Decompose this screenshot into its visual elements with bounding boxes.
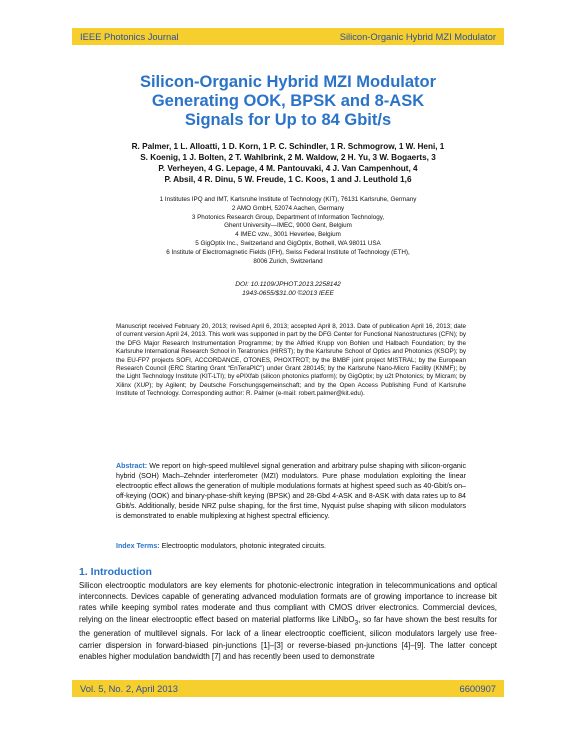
author-line-1: R. Palmer, 1 L. Alloatti, 1 D. Korn, 1 P. C. Schindler, 1 R. Schmogrow, 1 W. Heni, 1 xyxy=(131,142,445,151)
volume-info: Vol. 5, No. 2, April 2013 xyxy=(80,683,178,694)
paper-title xyxy=(72,73,504,130)
index-terms xyxy=(116,541,466,551)
running-title: Silicon-Organic Hybrid MZI Modulator xyxy=(339,31,496,42)
article-number: 6600907 xyxy=(459,683,496,694)
abstract xyxy=(116,461,466,521)
doi-line: DOI: 10.1109/JPHOT.2013.2258142 xyxy=(235,281,341,288)
affiliation-3: 3 Photonics Research Group, Department of Information Technology, xyxy=(191,213,385,221)
affiliation-3-cont: Ghent University—IMEC, 9000 Gent, Belgium xyxy=(224,222,352,230)
author-list xyxy=(100,141,476,185)
title-line-2: Generating OOK, BPSK and 8-ASK xyxy=(151,92,425,110)
intro-subscript: 3 xyxy=(354,619,359,627)
intro-text-1: Silicon electrooptic modulators are key elements for photonic-electronic integration in telecommunications and optical interconnects. Devices capable of generating advanced modulation formats are of growing importance to increase bit rates while keeping symbol rates moderate and thus compliant with CMOS driver electronics. Commercial devices, relying on the linear electrooptic effect based on material platforms like LiNbO xyxy=(79,581,497,624)
copyright-line: 1943-0655/$31.00 ©2013 IEEE xyxy=(242,290,334,297)
running-footer xyxy=(72,680,504,697)
doi-block xyxy=(100,280,476,298)
index-terms-text: Electrooptic modulators, photonic integrated circuits. xyxy=(159,542,327,550)
author-line-2: S. Koenig, 1 J. Bolten, 2 T. Wahlbrink, 2 M. Waldow, 2 H. Yu, 3 W. Bogaerts, 3 xyxy=(140,153,436,162)
affiliation-6-cont: 8006 Zurich, Switzerland xyxy=(253,257,323,265)
running-header xyxy=(72,28,504,45)
author-line-4: P. Absil, 4 R. Dinu, 5 W. Freude, 1 C. Koos, 1 and J. Leuthold 1,6 xyxy=(164,175,412,184)
journal-name: IEEE Photonics Journal xyxy=(80,31,179,42)
affiliation-2: 2 AMO GmbH, 52074 Aachen, Germany xyxy=(231,204,345,212)
section-heading: 1. Introduction xyxy=(79,566,152,578)
intro-text-2: , so far have shown the best results for the generation of multilevel signals. For lack of a linear electrooptic coefficient, silicon modulators largely use free-carrier dispersion in forward-biased pin-junctions [1]–[3] or reverse-biased pn-junctions [4]–[9]. The latter concept enables higher modulation bandwidth [7] and has recently been used to demonstrate xyxy=(79,614,498,661)
title-line-1: Silicon-Organic Hybrid MZI Modulator xyxy=(139,73,437,91)
affiliation-list xyxy=(100,196,476,266)
abstract-text: We report on high-speed multilevel signal generation and arbitrary pulse shaping with silicon-organic hybrid (SOH) Mach–Zehnder interferometer (MZI) modulators. Pure phase modulation exploiting the linear electrooptic effect allows the generation of multiple modulations formats at highest speed such as 40-Gbit/s on–off-keying (OOK) and binary-phase-shift keying (BPSK) and 28-Gbd 4-ASK and 8-ASK with data rates up to 84 Gbit/s. Additionally, beside NRZ pulse shaping, for the first time, Nyquist pulse shaping with silicon modulators is demonstrated to enable multiplexing at highest spectral efficiency. xyxy=(116,462,466,520)
affiliation-6: 6 Institute of Electromagnetic Fields (IFH), Swiss Federal Institute of Technology (ETH), xyxy=(166,248,410,256)
author-line-3: P. Verheyen, 4 G. Lepage, 4 M. Pantouvaki, 4 J. Van Campenhout, 4 xyxy=(158,164,418,173)
title-line-3: Signals for Up to 84 Gbit/s xyxy=(184,111,392,129)
affiliation-4: 4 IMEC vzw., 3001 Heverlee, Belgium xyxy=(235,231,341,239)
abstract-label: Abstract: xyxy=(116,462,148,470)
index-terms-label: Index Terms: xyxy=(116,542,160,550)
introduction-paragraph xyxy=(79,580,497,662)
manuscript-note: Manuscript received February 20, 2013; revised April 6, 2013; accepted April 8, 2013. Date of publication April 16, 2013; date of current version April 24, 2013. This work was supported in part by the DFG Center for Functional Nanostructures (CFN); by the DFG Major Research Instrumentation Programme; by the Alfried Krupp von Bohlen und Halbach Foundation; by the Karlsruhe International Research School in Teratronics (HIRST); by the Karlsruhe School of Optics and Photonics (KSOP); by the EU-FP7 projects SOFI, ACCORDANCE, OTONES, PHOXTROT; by the BMBF joint project MISTRAL; by the European Research Council (ERC Starting Grant “EnTeraPIC”) under Grant 280145; by the Karlsruhe Nano-Micro Facility (KNMF); by the Light Technology Institute (KIT-LTI); by ePIXfab (silicon photonics platform); by GigOptix; by u2t Photonics; by Micram; by Xilinx (XUP); by Agilent; by Deutsche Forschungsgemeinschaft; and by the Open Access Publishing Fund of Karlsruhe Institute of Technology. Corresponding author: R. Palmer (e-mail: robert.palmer@kit.edu). xyxy=(116,323,466,398)
affiliation-1: 1 Institutes IPQ and IMT, Karlsruhe Institute of Technology (KIT), 76131 Karlsruhe, Germany xyxy=(159,196,417,203)
affiliation-5: 5 GigOptix Inc., Switzerland and GigOptix, Bothell, WA 98011 USA xyxy=(195,239,381,247)
